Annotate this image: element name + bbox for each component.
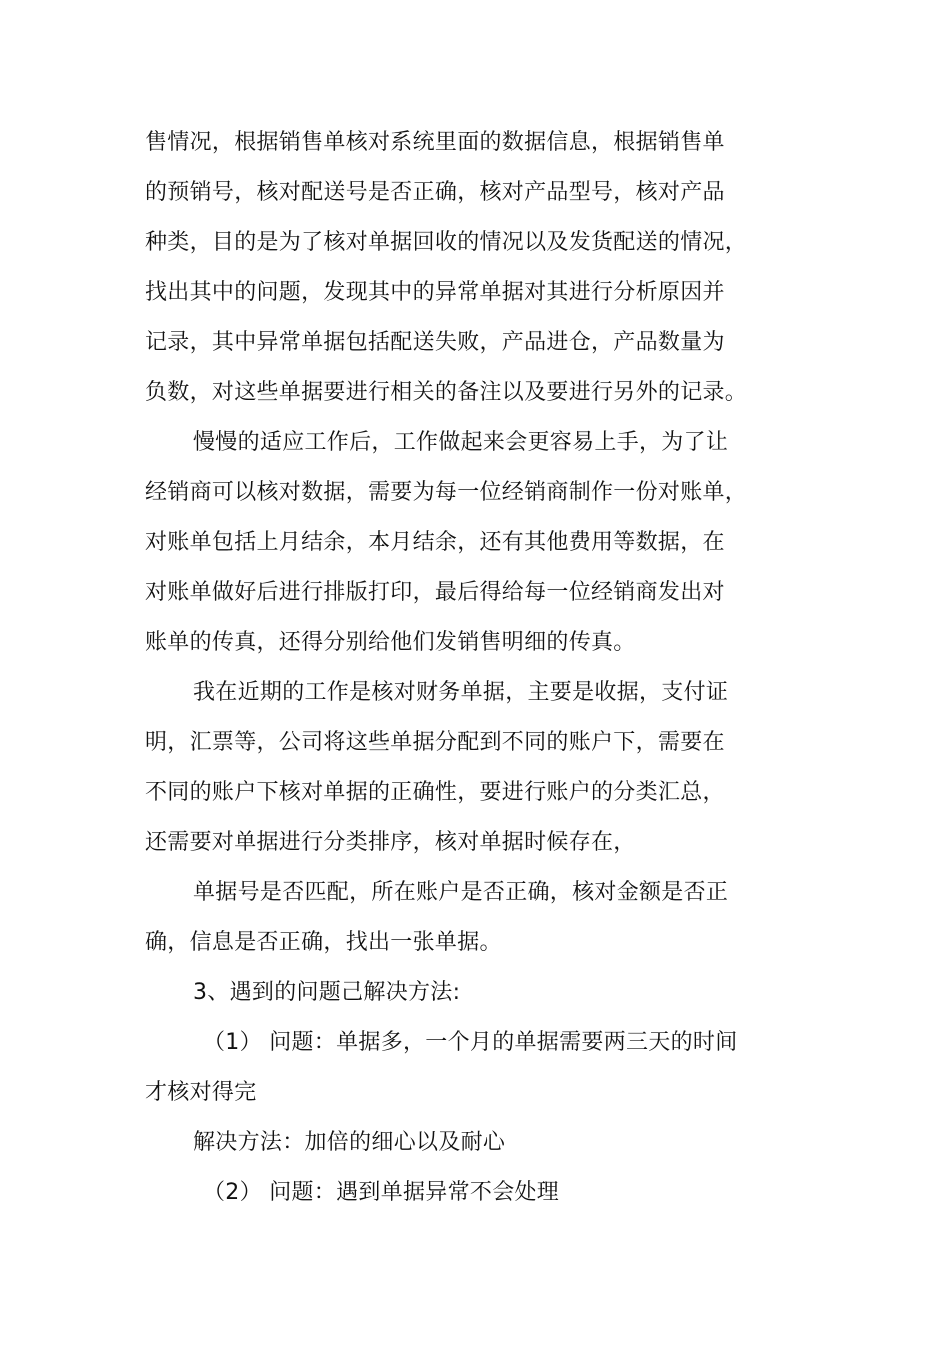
section-heading: 3、遇到的问题己解决方法: bbox=[193, 980, 461, 1005]
text-line: 账单的传真，还得分别给他们发销售明细的传真。 bbox=[145, 630, 636, 655]
text-line: 种类，目的是为了核对单据回收的情况以及发货配送的情况， bbox=[145, 230, 748, 255]
text-line: 还需要对单据进行分类排序，核对单据时候存在， bbox=[145, 830, 636, 855]
text-line: 不同的账户下核对单据的正确性，要进行账户的分类汇总， bbox=[145, 780, 725, 805]
text-line: 确，信息是否正确，找出一张单据。 bbox=[145, 930, 502, 955]
text-line: 记录，其中异常单据包括配送失败，产品进仓，产品数量为 bbox=[145, 330, 725, 355]
paragraph-start-line: 我在近期的工作是核对财务单据，主要是收据，支付证 bbox=[193, 680, 729, 705]
text-line: 经销商可以核对数据，需要为每一位经销商制作一份对账单， bbox=[145, 480, 748, 505]
paragraph-start-line: 单据号是否匹配，所在账户是否正确，核对金额是否正 bbox=[193, 880, 729, 905]
list-item: （1） 问题：单据多，一个月的单据需要两三天的时间 bbox=[203, 1030, 738, 1055]
text-line: 售情况，根据销售单核对系统里面的数据信息，根据销售单 bbox=[145, 130, 725, 155]
text-line: 的预销号，核对配送号是否正确，核对产品型号，核对产品 bbox=[145, 180, 725, 205]
text-line: 才核对得完 bbox=[145, 1080, 257, 1105]
paragraph-start-line: 慢慢的适应工作后，工作做起来会更容易上手，为了让 bbox=[193, 430, 729, 455]
solution-line: 解决方法：加倍的细心以及耐心 bbox=[193, 1130, 506, 1155]
text-line: 对账单包括上月结余，本月结余，还有其他费用等数据，在 bbox=[145, 530, 725, 555]
list-item: （2） 问题：遇到单据异常不会处理 bbox=[203, 1180, 560, 1205]
text-line: 负数，对这些单据要进行相关的备注以及要进行另外的记录。 bbox=[145, 380, 748, 405]
text-line: 明，汇票等，公司将这些单据分配到不同的账户下，需要在 bbox=[145, 730, 725, 755]
text-line: 对账单做好后进行排版打印，最后得给每一位经销商发出对 bbox=[145, 580, 725, 605]
text-line: 找出其中的问题，发现其中的异常单据对其进行分析原因并 bbox=[145, 280, 725, 305]
